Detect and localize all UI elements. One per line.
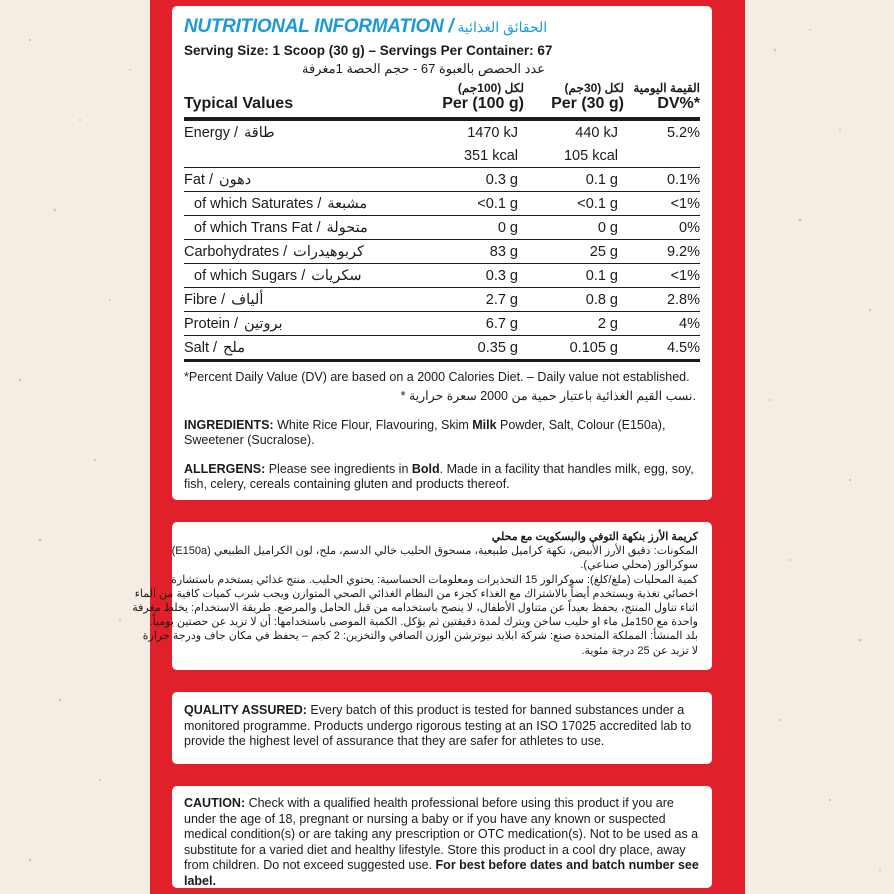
- row-label-en: Protein /: [184, 315, 238, 332]
- arabic-line: كمية المحليات (ملغ/كلغ): سوكرالوز 15 التحذيرات ومعلومات الحساسية: يحتوي الحليب. منتج غذائي يستخدم باستشارة: [171, 573, 698, 586]
- allergens-text-a: Please see ingredients in: [265, 462, 412, 476]
- row-per100: 351 kcal: [439, 144, 524, 168]
- serving-size: Serving Size: 1 Scoop (30 g) – Servings Per Container: 67: [184, 43, 553, 58]
- quality-assured-panel: [172, 692, 712, 764]
- row-dv: 4%: [624, 312, 700, 336]
- arabic-info-panel: [132, 522, 712, 670]
- row-per30: 0.1 g: [524, 168, 624, 192]
- row-label-ar: طاقة: [244, 124, 275, 141]
- row-dv: 4.5%: [624, 336, 700, 361]
- row-label-en: Carbohydrates /: [184, 243, 288, 260]
- row-per30: 0.105 g: [524, 336, 624, 361]
- nutrition-title-ar: الحقائق الغذائية: [457, 19, 548, 35]
- arabic-line: واحدة مع 150مل ماء او حليب ساخن ويترك لمدة دقيقتين ثم يؤكل. الكمية الموصى باستخدامها: أن لا تزيد عن حصتين يومياً.: [149, 616, 698, 629]
- table-row: [184, 216, 700, 240]
- row-label-en: Energy /: [184, 124, 238, 141]
- row-per100: 0.35 g: [439, 336, 524, 361]
- arabic-line: لا تزيد عن 25 درجة مئوية.: [581, 644, 698, 657]
- table-row: [184, 240, 700, 264]
- table-row: [184, 119, 700, 144]
- footnote-en: *Percent Daily Value (DV) are based on a 2000 Calories Diet. – Daily value not established.: [184, 370, 690, 384]
- arabic-line: المكونات: دقيق الأرز الأبيض، نكهة كراميل طبيعية، مسحوق الحليب خالي الدسم، ملح، لون الكراميل الطبيعي (E150a): [171, 545, 698, 558]
- ingredients-label: INGREDIENTS:: [184, 418, 274, 432]
- table-row: [184, 168, 700, 192]
- arabic-line: اثناء تناول المنتج، يحفظ بعيداً عن متناول الأطفال، لا ينصح باستخدامه من قبل الحامل والمرضع. طريقة الاستخدام: يخلط مغرفة: [132, 602, 698, 615]
- nutrition-table-header: [184, 81, 700, 119]
- header-dv: DV%*: [657, 95, 700, 112]
- nutrition-table: [184, 81, 700, 362]
- nutrition-panel: [172, 6, 712, 500]
- allergens-bold: Bold: [411, 462, 440, 476]
- row-dv: 9.2%: [624, 240, 700, 264]
- row-per30: <0.1 g: [524, 192, 624, 216]
- ingredients-text-b: Powder, Salt, Colour (E150a), Sweetener (Sucralose).: [184, 418, 666, 447]
- table-row: [184, 312, 700, 336]
- row-label-ar: دهون: [219, 171, 252, 188]
- row-per100: 83 g: [439, 240, 524, 264]
- row-label-en: Fibre /: [184, 291, 226, 308]
- row-label-ar: سكريات: [311, 267, 362, 284]
- row-dv: 5.2%: [666, 124, 700, 141]
- table-row: [184, 144, 700, 168]
- header-typical-values: Typical Values: [184, 95, 294, 112]
- row-label-ar: ملح: [223, 339, 245, 356]
- row-per100: 0.3 g: [439, 264, 524, 288]
- caution-bold-end: For best before dates and batch number see label.: [184, 858, 699, 888]
- header-dv-ar: القيمة اليومية: [633, 81, 700, 95]
- row-per100: 1470 kJ: [467, 124, 518, 141]
- arabic-line: كريمة الأرز بنكهة التوفي والبسكويت مع محلي: [491, 531, 698, 543]
- row-per30: 440 kJ: [575, 124, 618, 141]
- header-per100-ar: لكل (100جم): [457, 81, 524, 95]
- footnote-ar: * نسب القيم الغذائية باعتبار حمية من 2000 سعرة حرارية.: [400, 389, 696, 403]
- header-per30: Per (30 g): [551, 95, 624, 112]
- row-label-en: of which Saturates /: [194, 195, 322, 212]
- row-per100: 0.3 g: [439, 168, 524, 192]
- row-per100: 6.7 g: [439, 312, 524, 336]
- serving-size-ar: عدد الحصص بالعبوة 67 - حجم الحصة 1مغرفة: [302, 61, 546, 76]
- row-per30: 105 kcal: [524, 144, 624, 168]
- row-dv: [624, 144, 700, 168]
- row-label-en: of which Trans Fat /: [194, 219, 321, 236]
- row-dv: 0%: [624, 216, 700, 240]
- row-dv: <1%: [624, 192, 700, 216]
- nutrition-title-en: NUTRITIONAL INFORMATION /: [184, 16, 454, 37]
- ingredients-bold: Milk: [472, 418, 497, 432]
- table-row: [184, 288, 700, 312]
- row-label-en: Salt /: [184, 339, 218, 356]
- table-row: [184, 192, 700, 216]
- caution-label: CAUTION:: [184, 796, 246, 810]
- ingredients: [184, 418, 700, 448]
- row-per30: 0.8 g: [524, 288, 624, 312]
- row-per100: 2.7 g: [439, 288, 524, 312]
- quality-text: Every batch of this product is tested for banned substances under a monitored programme. Products undergo rigorous testing at an ISO 17025 accredited lab to provide the highest level of assurance that they are safer for athletes to use.: [184, 703, 692, 748]
- row-per30: 0.1 g: [524, 264, 624, 288]
- row-label-en: Fat /: [184, 171, 214, 188]
- row-label-ar: مشبعة: [327, 195, 368, 212]
- row-dv: <1%: [624, 264, 700, 288]
- table-row: [184, 336, 700, 361]
- row-label-ar: كربوهيدرات: [293, 243, 364, 260]
- row-per30: 2 g: [524, 312, 624, 336]
- arabic-line: بلد المنشأ: المملكة المتحدة صنع: شركة ابلايد نيوترشن الوزن الصافي والتخزين: 2 كجم – يحفظ في مكان جاف ودرجة حرارة: [142, 630, 698, 643]
- row-per30: 0 g: [524, 216, 624, 240]
- nutrition-title: [184, 16, 700, 38]
- caution-text: Check with a qualified health professional before using this product if you are under the age of 18, pregnant or nursing a baby or if you have any known or suspected medical condition(s) or are taking any prescription or OTC medication(s). Not to be used as a substitute for a varied diet and healthy lifestyle. Store this product in a cool dry place, away from children. Do not exceed suggested use.: [184, 796, 699, 872]
- arabic-line: سوكرالوز (محلي صناعي).: [580, 559, 698, 572]
- ingredients-text-a: White Rice Flour, Flavouring, Skim: [273, 418, 473, 432]
- row-per100: <0.1 g: [439, 192, 524, 216]
- caution-panel: [172, 786, 712, 888]
- row-label-en: of which Sugars /: [194, 267, 306, 284]
- header-per100: Per (100 g): [442, 95, 524, 112]
- table-row: [184, 264, 700, 288]
- allergens: [184, 462, 700, 492]
- header-per30-ar: لكل (30جم): [564, 81, 624, 95]
- row-dv: 0.1%: [624, 168, 700, 192]
- row-per30: 25 g: [524, 240, 624, 264]
- quality-label: QUALITY ASSURED:: [184, 703, 307, 717]
- allergens-label: ALLERGENS:: [184, 462, 266, 476]
- row-per100: 0 g: [439, 216, 524, 240]
- row-label-ar: بروتين: [244, 315, 283, 332]
- row-dv: 2.8%: [624, 288, 700, 312]
- allergens-text-b: . Made in a facility that handles milk, egg, soy, fish, celery, cereals containing gluten and products thereof.: [184, 462, 694, 491]
- row-label-ar: ألياف: [231, 291, 264, 308]
- row-label-ar: متحولة: [326, 219, 368, 236]
- arabic-line: اخصائي تغذية ويستخدم أيضاً بالاشتراك مع الغذاء كجزء من النظام الغذائي الصحي المتوازن ويجب شرب كميات كافية من الماء: [134, 587, 698, 600]
